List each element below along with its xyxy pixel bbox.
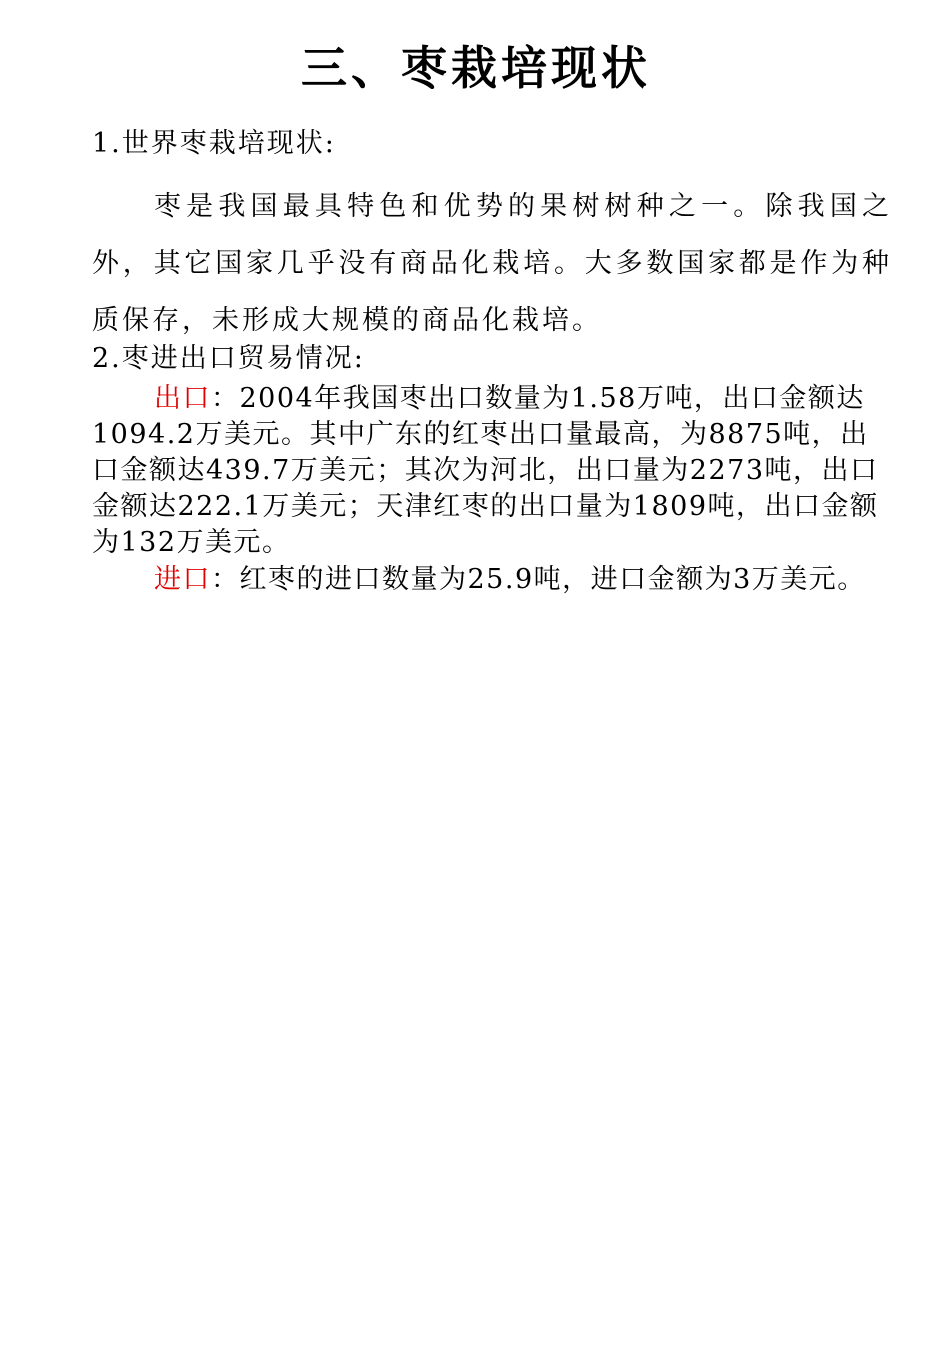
export-text: ：2004年我国枣出口数量为1.58万吨，出口金额达1094.2万美元。其中广东的红枣出口量最高，为8875吨，出口金额达439.7万美元；其次为河北，出口量为2273吨，出口金额达222.1万美元；天津红枣的出口量为1809吨，出口金额为132万美元。 xyxy=(92,383,879,558)
paragraph-import xyxy=(92,562,892,598)
section-heading-trade: 2.枣进出口贸易情况: xyxy=(92,343,365,374)
import-label: 进口 xyxy=(154,564,211,595)
page-title: 三、枣栽培现状 xyxy=(301,41,651,95)
import-text: ：红枣的进口数量为25.9吨，进口金额为3万美元。 xyxy=(211,564,866,595)
section-heading-world: 1.世界枣栽培现状: xyxy=(92,128,336,159)
paragraph-world-status: 枣是我国最具特色和优势的果树树种之一。除我国之外，其它国家几乎没有商品化栽培。大多数国家都是作为种质保存，未形成大规模的商品化栽培。 xyxy=(92,191,892,336)
export-label: 出口 xyxy=(154,383,211,414)
paragraph-export xyxy=(92,381,892,561)
